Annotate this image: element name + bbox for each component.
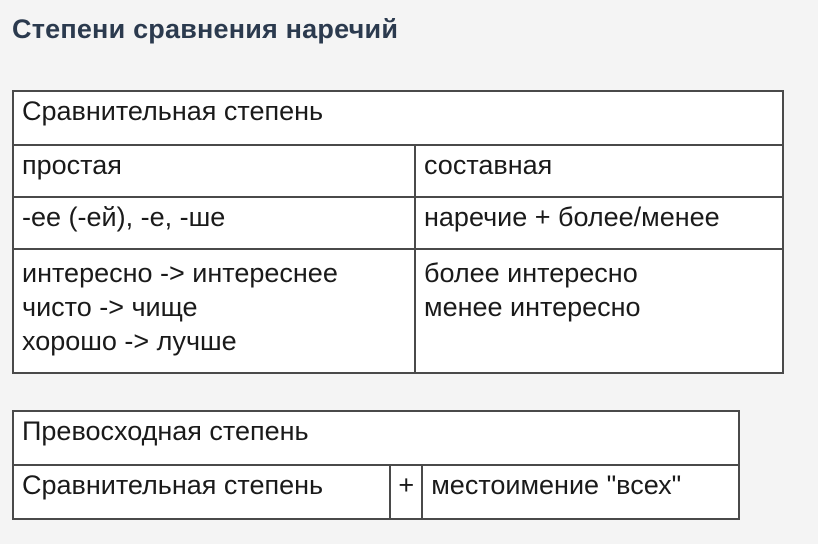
superlative-formula-plus: + (390, 465, 422, 519)
superlative-heading: Превосходная степень (13, 411, 739, 465)
simple-form-examples (13, 249, 415, 373)
superlative-formula-comparative: Сравнительная степень (13, 465, 390, 519)
simple-example-line: чисто -> чище (22, 292, 198, 322)
comparative-degree-table (12, 90, 784, 374)
compound-form-examples (415, 249, 783, 373)
compound-example-line: более интересно (424, 258, 638, 288)
simple-example-line: хорошо -> лучше (22, 326, 237, 356)
simple-form-suffixes: -ее (-ей), -е, -ше (13, 197, 415, 249)
simple-example-line: интересно -> интереснее (22, 258, 338, 288)
compound-form-pattern: наречие + более/менее (415, 197, 783, 249)
comparative-heading: Сравнительная степень (13, 91, 783, 145)
simple-form-header: простая (13, 145, 415, 197)
compound-example-line: менее интересно (424, 292, 641, 322)
superlative-formula-pronoun: местоимение "всех" (422, 465, 739, 519)
compound-form-header: составная (415, 145, 783, 197)
superlative-degree-table (12, 410, 740, 520)
page-title: Степени сравнения наречий (12, 14, 399, 44)
